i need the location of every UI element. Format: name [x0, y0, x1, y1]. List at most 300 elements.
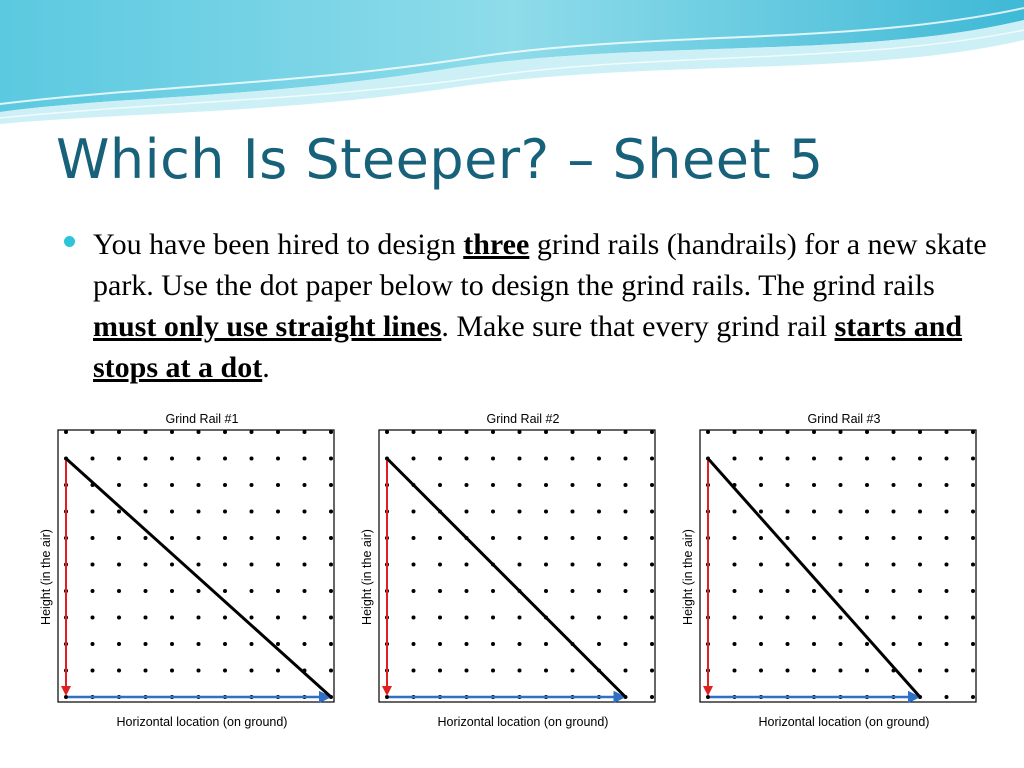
grid-dot — [971, 563, 975, 567]
grid-dot — [971, 669, 975, 673]
grid-dot — [945, 669, 949, 673]
grid-dot — [650, 457, 654, 461]
grid-dot — [170, 510, 174, 514]
grid-dot — [624, 589, 628, 593]
grid-dot — [250, 669, 254, 673]
x-axis-label: Horizontal location (on ground) — [116, 715, 288, 729]
bullet-text — [93, 224, 992, 388]
grid-dot — [733, 642, 737, 646]
grid-dot — [518, 430, 522, 434]
grid-dot — [865, 430, 869, 434]
grid-dot — [144, 457, 148, 461]
grid-dot — [412, 589, 416, 593]
panel-title: Grind Rail #2 — [486, 412, 560, 426]
grid-dot — [412, 616, 416, 620]
grid-dot — [597, 536, 601, 540]
grid-dot — [624, 483, 628, 487]
grid-dot — [812, 510, 816, 514]
bullet-emphasis-straight-lines: must only use straight lines — [93, 310, 442, 343]
grid-dot — [144, 642, 148, 646]
grid-dot — [250, 642, 254, 646]
grid-dot — [571, 669, 575, 673]
grid-dot — [624, 642, 628, 646]
grid-dot — [91, 642, 95, 646]
grid-dot — [650, 563, 654, 567]
grid-dot — [491, 642, 495, 646]
grid-dot — [518, 616, 522, 620]
grid-dot — [597, 563, 601, 567]
grid-dot — [733, 457, 737, 461]
grid-frame — [700, 430, 976, 702]
grid-dot — [412, 457, 416, 461]
grid-dot — [918, 616, 922, 620]
grid-dot — [571, 589, 575, 593]
grid-dot — [223, 483, 227, 487]
grid-dot — [892, 642, 896, 646]
grid-dot — [812, 457, 816, 461]
bullet-text-part: You have been hired to design — [93, 228, 464, 261]
grid-dot — [650, 510, 654, 514]
grid-dot — [650, 669, 654, 673]
grid-dot — [303, 457, 307, 461]
grid-dot — [812, 669, 816, 673]
grid-dot — [918, 642, 922, 646]
grid-dot — [597, 616, 601, 620]
grid-dot — [865, 510, 869, 514]
bullet-emphasis-three: three — [463, 228, 530, 261]
grid-dot — [91, 457, 95, 461]
grid-dot — [250, 616, 254, 620]
grid-dot — [945, 510, 949, 514]
grid-dot — [786, 510, 790, 514]
grid-dot — [170, 642, 174, 646]
grid-dot — [91, 589, 95, 593]
grid-dot — [491, 430, 495, 434]
grid-dot — [465, 483, 469, 487]
grid-dot — [91, 536, 95, 540]
grid-dot — [597, 483, 601, 487]
grid-dot — [438, 430, 442, 434]
grid-dot — [197, 642, 201, 646]
grid-dot — [892, 589, 896, 593]
grid-dot — [971, 695, 975, 699]
y-axis-label: Height (in the air) — [681, 529, 695, 625]
grid-dot — [276, 536, 280, 540]
grid-dot — [733, 430, 737, 434]
grid-dot — [839, 510, 843, 514]
grid-dot — [759, 457, 763, 461]
grid-dot — [438, 589, 442, 593]
grid-dot — [144, 669, 148, 673]
grind-rail-panel-2 — [360, 410, 673, 740]
grid-dot — [865, 563, 869, 567]
grid-dot — [412, 536, 416, 540]
grind-rail-panel-3 — [681, 410, 994, 740]
y-axis-label: Height (in the air) — [360, 529, 374, 625]
grid-dot — [786, 430, 790, 434]
grid-dot — [706, 695, 710, 699]
grid-dot — [438, 669, 442, 673]
grid-dot — [918, 510, 922, 514]
grid-dot — [465, 589, 469, 593]
grid-dot — [544, 457, 548, 461]
bullet-text-part: . — [262, 351, 270, 384]
grid-dot — [223, 669, 227, 673]
grid-dot — [971, 457, 975, 461]
grid-dot — [544, 430, 548, 434]
grid-dot — [786, 457, 790, 461]
grid-dot — [385, 695, 389, 699]
grid-dot — [412, 669, 416, 673]
grid-dot — [839, 430, 843, 434]
bullet-point — [62, 224, 992, 388]
bullet-text-part: grind rails (handrails) for a new skate park. Use the dot paper below to design the grind rails. The grind rails — [93, 228, 987, 302]
grid-dot — [223, 589, 227, 593]
grid-dot — [544, 483, 548, 487]
grid-dot — [491, 483, 495, 487]
grid-dot — [329, 669, 333, 673]
grid-dot — [597, 430, 601, 434]
bullet-text-part: . Make sure that every grind rail — [441, 310, 835, 343]
grid-dot — [170, 483, 174, 487]
grid-dot — [250, 457, 254, 461]
grid-dot — [812, 536, 816, 540]
grid-dot — [892, 457, 896, 461]
grid-dot — [865, 589, 869, 593]
grid-dot — [303, 563, 307, 567]
grid-dot — [918, 563, 922, 567]
grid-dot — [197, 616, 201, 620]
grid-dot — [197, 669, 201, 673]
bullet-emphasis-starts-stops: starts and stops at a dot — [93, 310, 963, 384]
grid-dot — [759, 510, 763, 514]
grind-rail-panel-1 — [39, 410, 352, 740]
grid-dot — [197, 510, 201, 514]
grid-dot — [945, 616, 949, 620]
grid-dot — [465, 510, 469, 514]
grid-dot — [518, 483, 522, 487]
grid-dot — [329, 510, 333, 514]
grid-dot — [650, 616, 654, 620]
grid-dot — [303, 616, 307, 620]
grid-dot — [812, 616, 816, 620]
grid-dot — [518, 510, 522, 514]
grid-dot — [945, 589, 949, 593]
grid-dot — [276, 616, 280, 620]
grid-dot — [624, 510, 628, 514]
grid-dot — [223, 616, 227, 620]
grid-dot — [624, 669, 628, 673]
grid-dot — [839, 536, 843, 540]
grid-dot — [544, 536, 548, 540]
grid-dot — [650, 589, 654, 593]
grid-dot — [117, 563, 121, 567]
grid-dot — [465, 642, 469, 646]
grid-frame — [379, 430, 655, 702]
grid-dot — [91, 510, 95, 514]
grid-dot — [544, 642, 548, 646]
grid-dot — [438, 536, 442, 540]
grid-dot — [223, 457, 227, 461]
grid-dot — [329, 457, 333, 461]
grid-dot — [759, 669, 763, 673]
grid-dot — [491, 510, 495, 514]
grid-dot — [865, 457, 869, 461]
grid-dot — [276, 669, 280, 673]
grid-dot — [650, 430, 654, 434]
grid-dot — [303, 536, 307, 540]
grid-dot — [144, 616, 148, 620]
grid-dot — [276, 510, 280, 514]
grid-dot — [276, 589, 280, 593]
grid-dot — [329, 589, 333, 593]
grid-dot — [865, 536, 869, 540]
grid-dot — [971, 589, 975, 593]
grid-dot — [597, 642, 601, 646]
grid-dot — [786, 536, 790, 540]
grid-dot — [117, 536, 121, 540]
grid-dot — [786, 589, 790, 593]
grid-dot — [733, 563, 737, 567]
grid-dot — [144, 563, 148, 567]
grid-dot — [918, 669, 922, 673]
dot-grid-diagram — [694, 410, 994, 740]
x-axis-label: Horizontal location (on ground) — [437, 715, 609, 729]
grid-dot — [91, 430, 95, 434]
grid-dot — [624, 616, 628, 620]
grid-dot — [945, 695, 949, 699]
grid-dot — [117, 669, 121, 673]
grid-dot — [91, 616, 95, 620]
grid-dot — [812, 642, 816, 646]
grid-dot — [329, 563, 333, 567]
grid-dot — [865, 642, 869, 646]
grid-dot — [650, 642, 654, 646]
grid-dot — [624, 430, 628, 434]
grid-dot — [144, 430, 148, 434]
grid-dot — [117, 510, 121, 514]
grid-dot — [839, 642, 843, 646]
grid-dot — [650, 695, 654, 699]
grid-dot — [839, 669, 843, 673]
grid-dot — [329, 536, 333, 540]
grid-dot — [706, 430, 710, 434]
grid-dot — [839, 616, 843, 620]
grid-dot — [518, 536, 522, 540]
grid-dot — [624, 563, 628, 567]
grid-dot — [491, 457, 495, 461]
grid-dot — [117, 483, 121, 487]
grid-dot — [971, 616, 975, 620]
grid-dot — [250, 536, 254, 540]
grid-dot — [571, 510, 575, 514]
grid-dot — [223, 642, 227, 646]
grid-dot — [786, 483, 790, 487]
grid-dot — [491, 616, 495, 620]
grid-dot — [303, 510, 307, 514]
grid-dot — [945, 430, 949, 434]
grid-dot — [544, 510, 548, 514]
grid-dot — [170, 563, 174, 567]
grid-dot — [465, 430, 469, 434]
x-axis-label: Horizontal location (on ground) — [758, 715, 930, 729]
grid-dot — [91, 563, 95, 567]
grid-dot — [438, 483, 442, 487]
grid-dot — [971, 483, 975, 487]
grid-dot — [786, 669, 790, 673]
grid-dot — [733, 669, 737, 673]
grid-dot — [865, 483, 869, 487]
bullet-icon — [64, 236, 75, 247]
grid-dot — [197, 536, 201, 540]
grid-dot — [650, 483, 654, 487]
grid-dot — [303, 642, 307, 646]
grid-dot — [197, 563, 201, 567]
grid-dot — [865, 616, 869, 620]
grid-dot — [945, 642, 949, 646]
dot-grid-diagram — [373, 410, 673, 740]
grid-dot — [571, 483, 575, 487]
grid-dot — [759, 536, 763, 540]
grid-dot — [144, 589, 148, 593]
panel-title: Grind Rail #1 — [165, 412, 239, 426]
grid-dot — [250, 589, 254, 593]
grid-dot — [438, 563, 442, 567]
grid-dot — [759, 616, 763, 620]
grid-dot — [971, 642, 975, 646]
grid-dot — [276, 430, 280, 434]
grid-dot — [918, 430, 922, 434]
grid-dot — [170, 616, 174, 620]
grid-dot — [491, 669, 495, 673]
grid-dot — [839, 589, 843, 593]
grid-dot — [465, 457, 469, 461]
grid-dot — [733, 510, 737, 514]
grid-dot — [945, 563, 949, 567]
grid-dot — [144, 510, 148, 514]
grid-dot — [438, 616, 442, 620]
grid-dot — [624, 457, 628, 461]
grid-dot — [518, 563, 522, 567]
grid-dot — [223, 430, 227, 434]
grid-dot — [571, 536, 575, 540]
grid-dot — [170, 430, 174, 434]
grid-dot — [170, 669, 174, 673]
grid-dot — [971, 430, 975, 434]
grid-dot — [385, 430, 389, 434]
grid-dot — [276, 563, 280, 567]
grid-dot — [892, 536, 896, 540]
grid-dot — [276, 642, 280, 646]
grid-dot — [197, 589, 201, 593]
header-wave-decoration — [0, 0, 1024, 130]
grid-dot — [945, 457, 949, 461]
grid-dot — [329, 483, 333, 487]
grid-dot — [786, 616, 790, 620]
grid-dot — [945, 536, 949, 540]
grid-dot — [786, 642, 790, 646]
grid-dot — [892, 510, 896, 514]
grid-dot — [812, 589, 816, 593]
grid-dot — [223, 510, 227, 514]
dot-grid-diagram — [52, 410, 352, 740]
grid-dot — [971, 510, 975, 514]
grid-dot — [759, 589, 763, 593]
grid-dot — [544, 669, 548, 673]
grid-dot — [329, 616, 333, 620]
grid-dot — [650, 536, 654, 540]
grid-dot — [571, 457, 575, 461]
grid-dot — [518, 669, 522, 673]
grid-dot — [597, 510, 601, 514]
grid-dot — [839, 483, 843, 487]
grid-dot — [197, 483, 201, 487]
grid-dot — [250, 563, 254, 567]
grid-dot — [223, 563, 227, 567]
grid-dot — [571, 563, 575, 567]
grid-dot — [412, 430, 416, 434]
grid-dot — [303, 483, 307, 487]
grid-dot — [812, 563, 816, 567]
grid-dot — [786, 563, 790, 567]
grid-dot — [839, 563, 843, 567]
grid-dot — [597, 457, 601, 461]
grid-dot — [759, 430, 763, 434]
grid-dot — [117, 642, 121, 646]
grid-dot — [64, 430, 68, 434]
grid-dot — [465, 616, 469, 620]
grid-dot — [865, 669, 869, 673]
grid-dot — [250, 510, 254, 514]
grid-dot — [624, 536, 628, 540]
grid-dot — [438, 642, 442, 646]
grid-dot — [117, 430, 121, 434]
grid-dot — [170, 457, 174, 461]
grid-dot — [91, 669, 95, 673]
grid-dot — [918, 457, 922, 461]
grid-dot — [223, 536, 227, 540]
grid-dot — [117, 589, 121, 593]
grid-dot — [759, 483, 763, 487]
grid-dot — [892, 563, 896, 567]
grid-dot — [918, 589, 922, 593]
grid-dot — [465, 669, 469, 673]
grid-dot — [571, 616, 575, 620]
grid-dot — [733, 589, 737, 593]
grid-dot — [465, 563, 469, 567]
grid-dot — [329, 642, 333, 646]
grid-dot — [276, 457, 280, 461]
grid-dot — [250, 483, 254, 487]
grid-dot — [892, 483, 896, 487]
grid-dot — [329, 430, 333, 434]
grid-dot — [250, 430, 254, 434]
grid-dot — [544, 589, 548, 593]
grid-dot — [518, 457, 522, 461]
grid-dot — [303, 589, 307, 593]
grid-dot — [491, 536, 495, 540]
grid-dot — [812, 430, 816, 434]
grid-dot — [412, 642, 416, 646]
grid-dot — [412, 563, 416, 567]
grid-dot — [491, 589, 495, 593]
grid-dot — [412, 510, 416, 514]
grid-dot — [918, 483, 922, 487]
grid-dot — [812, 483, 816, 487]
panel-title: Grind Rail #3 — [807, 412, 881, 426]
grid-dot — [733, 616, 737, 620]
grid-dot — [170, 536, 174, 540]
